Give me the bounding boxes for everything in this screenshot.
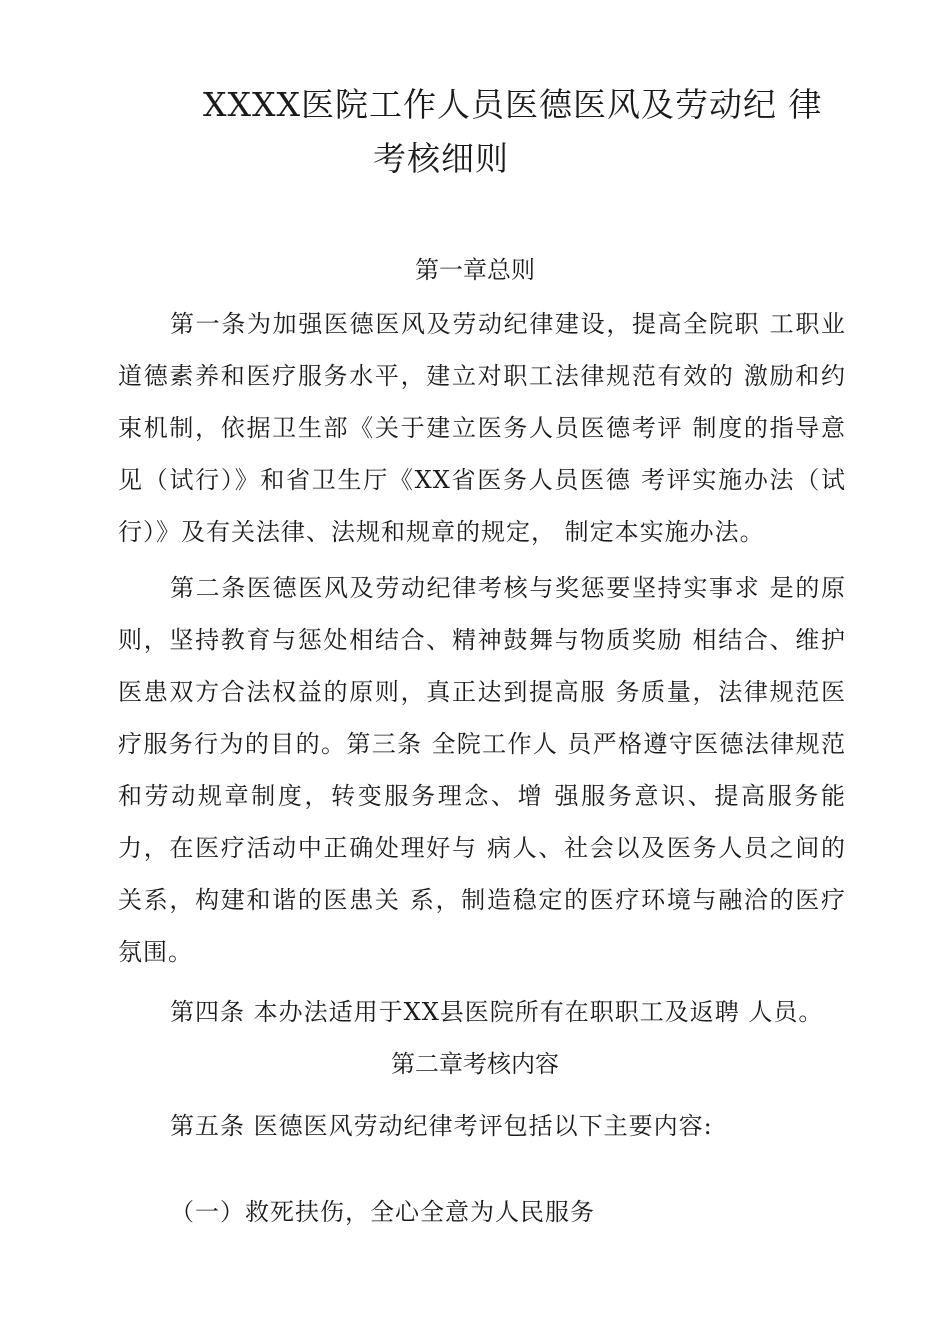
title-line-1: XXXX医院工作人员医德医风及劳动纪 律 [203, 85, 823, 124]
chapter-heading-2: 第二章考核内容 [391, 1050, 559, 1078]
article-5: 第五条 医德医风劳动纪律考评包括以下主要内容: [170, 1112, 713, 1140]
article-4: 第四条 本办法适用于XX县医院所有在职职工及返聘 人员。 [170, 998, 824, 1026]
document-title [203, 78, 863, 186]
title-line-2: 考核细则 [373, 139, 509, 178]
chapter-heading-1: 第一章总则 [415, 256, 535, 284]
list-item: （一）救死扶伤，全心全意为人民服务 [170, 1198, 595, 1226]
article-2-3: 第二条医德医风及劳动纪律考核与奖惩要坚持实事求 是的原则，坚持教育与惩处相结合、精神鼓舞与物质奖励 相结合、维护医患双方合法权益的原则，真正达到提高服 务质量，法律规范医疗服务行为的目的。第三条 全院工作人 员严格遵守医德法律规范和劳动规章制度，转变服务理念、增 强服务意识、提高服务能力，在医疗活动中正确处理好与 病人、社会以及医务人员之间的关系，构建和谐的医患关 系，制造稳定的医疗环境与融洽的医疗氛围。 [118, 574, 846, 966]
article-1: 第一条为加强医德医风及劳动纪律建设，提高全院职 工职业道德素养和医疗服务水平，建立对职工法律规范有效的 激励和约束机制，依据卫生部《关于建立医务人员医德考评 制度的指导意见（试行）》和省卫生厅《XX省医务人员医德 考评实施办法（试行）》及有关法律、法规和规章的规定， 制定本实施办法。 [118, 310, 846, 546]
